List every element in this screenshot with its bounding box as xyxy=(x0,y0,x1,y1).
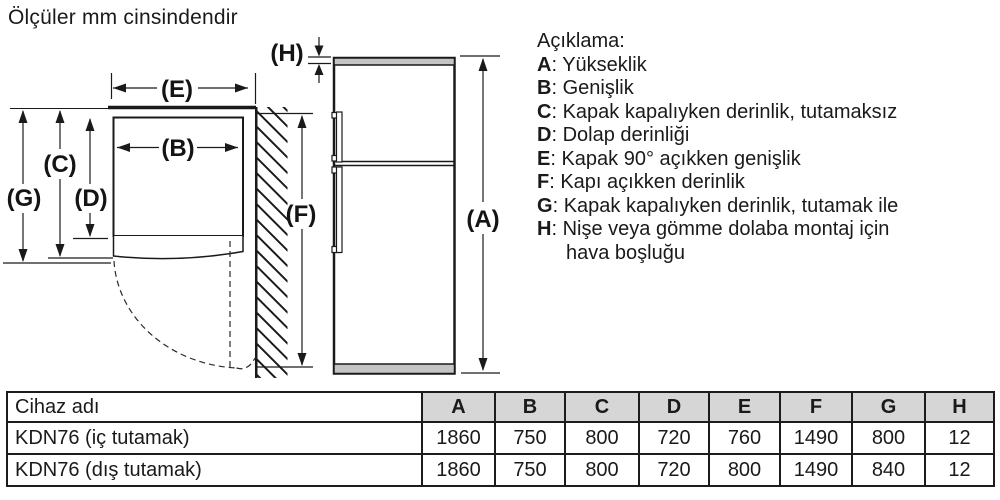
arrowhead-left xyxy=(113,84,126,93)
table-header-d: D xyxy=(639,392,709,422)
arrowhead-right xyxy=(235,84,248,93)
wall-line xyxy=(255,107,258,378)
arrowhead-down xyxy=(479,358,488,371)
value-d: 720 xyxy=(639,454,709,486)
dimension-h xyxy=(308,37,331,83)
value-h: 12 xyxy=(925,422,994,454)
door-hinge-arc xyxy=(237,358,256,369)
fridge-plinth xyxy=(334,364,455,374)
value-c: 800 xyxy=(565,422,639,454)
fridge-top-panel xyxy=(334,58,455,65)
legend-item-g: G: Kapak kapalıyken derinlik, tutamak ile xyxy=(537,194,899,217)
value-a: 1860 xyxy=(422,454,495,486)
value-e: 760 xyxy=(709,422,780,454)
table-header-device-name: Cihaz adı xyxy=(7,392,422,422)
table-header-c: C xyxy=(565,392,639,422)
dim-label-e: (E) xyxy=(161,76,193,103)
value-e: 800 xyxy=(709,454,780,486)
door-swing-dashed xyxy=(114,241,255,369)
value-g: 840 xyxy=(852,454,925,486)
dim-label-d: (D) xyxy=(74,185,108,212)
value-g: 800 xyxy=(852,422,925,454)
table-header-a: A xyxy=(422,392,495,422)
dim-label-f: (F) xyxy=(285,201,317,228)
door-closed xyxy=(114,236,244,259)
value-h: 12 xyxy=(925,454,994,486)
legend-item-c: C: Kapak kapalıyken derinlik, tutamaksız xyxy=(537,100,898,123)
arrowhead-up xyxy=(479,58,488,71)
wall-hatching xyxy=(256,80,289,391)
dim-label-h: (H) xyxy=(270,40,304,67)
dimensions-table xyxy=(6,391,995,487)
arrowhead-down xyxy=(315,46,324,57)
table-header-b: B xyxy=(495,392,565,422)
legend-item-h-continuation: hava boşluğu xyxy=(566,241,685,264)
legend-item-e: E: Kapak 90° açıkken genişlik xyxy=(537,147,801,170)
top-view-drawing xyxy=(10,80,289,391)
value-b: 750 xyxy=(495,422,565,454)
value-d: 720 xyxy=(639,422,709,454)
dimension-c xyxy=(48,110,113,258)
value-f: 1490 xyxy=(780,454,852,486)
value-b: 750 xyxy=(495,454,565,486)
page-title: Ölçüler mm cinsindendir xyxy=(8,6,238,29)
table-header-row xyxy=(7,392,994,422)
table-header-g: G xyxy=(852,392,925,422)
legend-item-d: D: Dolap derinliği xyxy=(537,124,690,146)
arrowhead-up xyxy=(315,64,324,75)
arrowhead-up xyxy=(19,110,28,123)
arrowhead-down xyxy=(298,353,307,366)
dim-label-g: (G) xyxy=(6,185,42,212)
device-name: KDN76 (iç tutamak) xyxy=(7,422,422,454)
value-c: 800 xyxy=(565,454,639,486)
arrowhead-down xyxy=(86,224,95,237)
legend-item-a: A: Yükseklik xyxy=(537,53,647,76)
dim-label-b: (B) xyxy=(161,135,195,162)
arrowhead-up xyxy=(298,115,307,128)
table-header-f: F xyxy=(780,392,852,422)
legend-title: Açıklama: xyxy=(537,30,625,52)
value-a: 1860 xyxy=(422,422,495,454)
dim-label-a: (A) xyxy=(466,206,500,233)
arrowhead-up xyxy=(86,118,95,131)
arrowhead-down xyxy=(56,244,65,257)
dimension-d xyxy=(73,118,108,239)
arrowhead-down xyxy=(19,249,28,262)
table-row xyxy=(7,454,994,486)
legend-item-h: H: Nişe veya gömme dolaba montaj için xyxy=(537,218,890,240)
arrowhead-up xyxy=(56,110,65,123)
legend-item-b: B: Genişlik xyxy=(537,77,634,99)
front-view-drawing xyxy=(332,58,455,374)
legend-item-f: F: Kapı açıkken derinlik xyxy=(537,171,745,193)
device-name: KDN76 (dış tutamak) xyxy=(7,454,422,486)
table-row xyxy=(7,422,994,454)
table-header-e: E xyxy=(709,392,780,422)
dim-label-c: (C) xyxy=(43,151,77,178)
value-f: 1490 xyxy=(780,422,852,454)
door-swing-arc xyxy=(114,261,237,368)
table-header-h: H xyxy=(925,392,994,422)
legend xyxy=(537,30,969,265)
fridge-body xyxy=(334,58,455,374)
